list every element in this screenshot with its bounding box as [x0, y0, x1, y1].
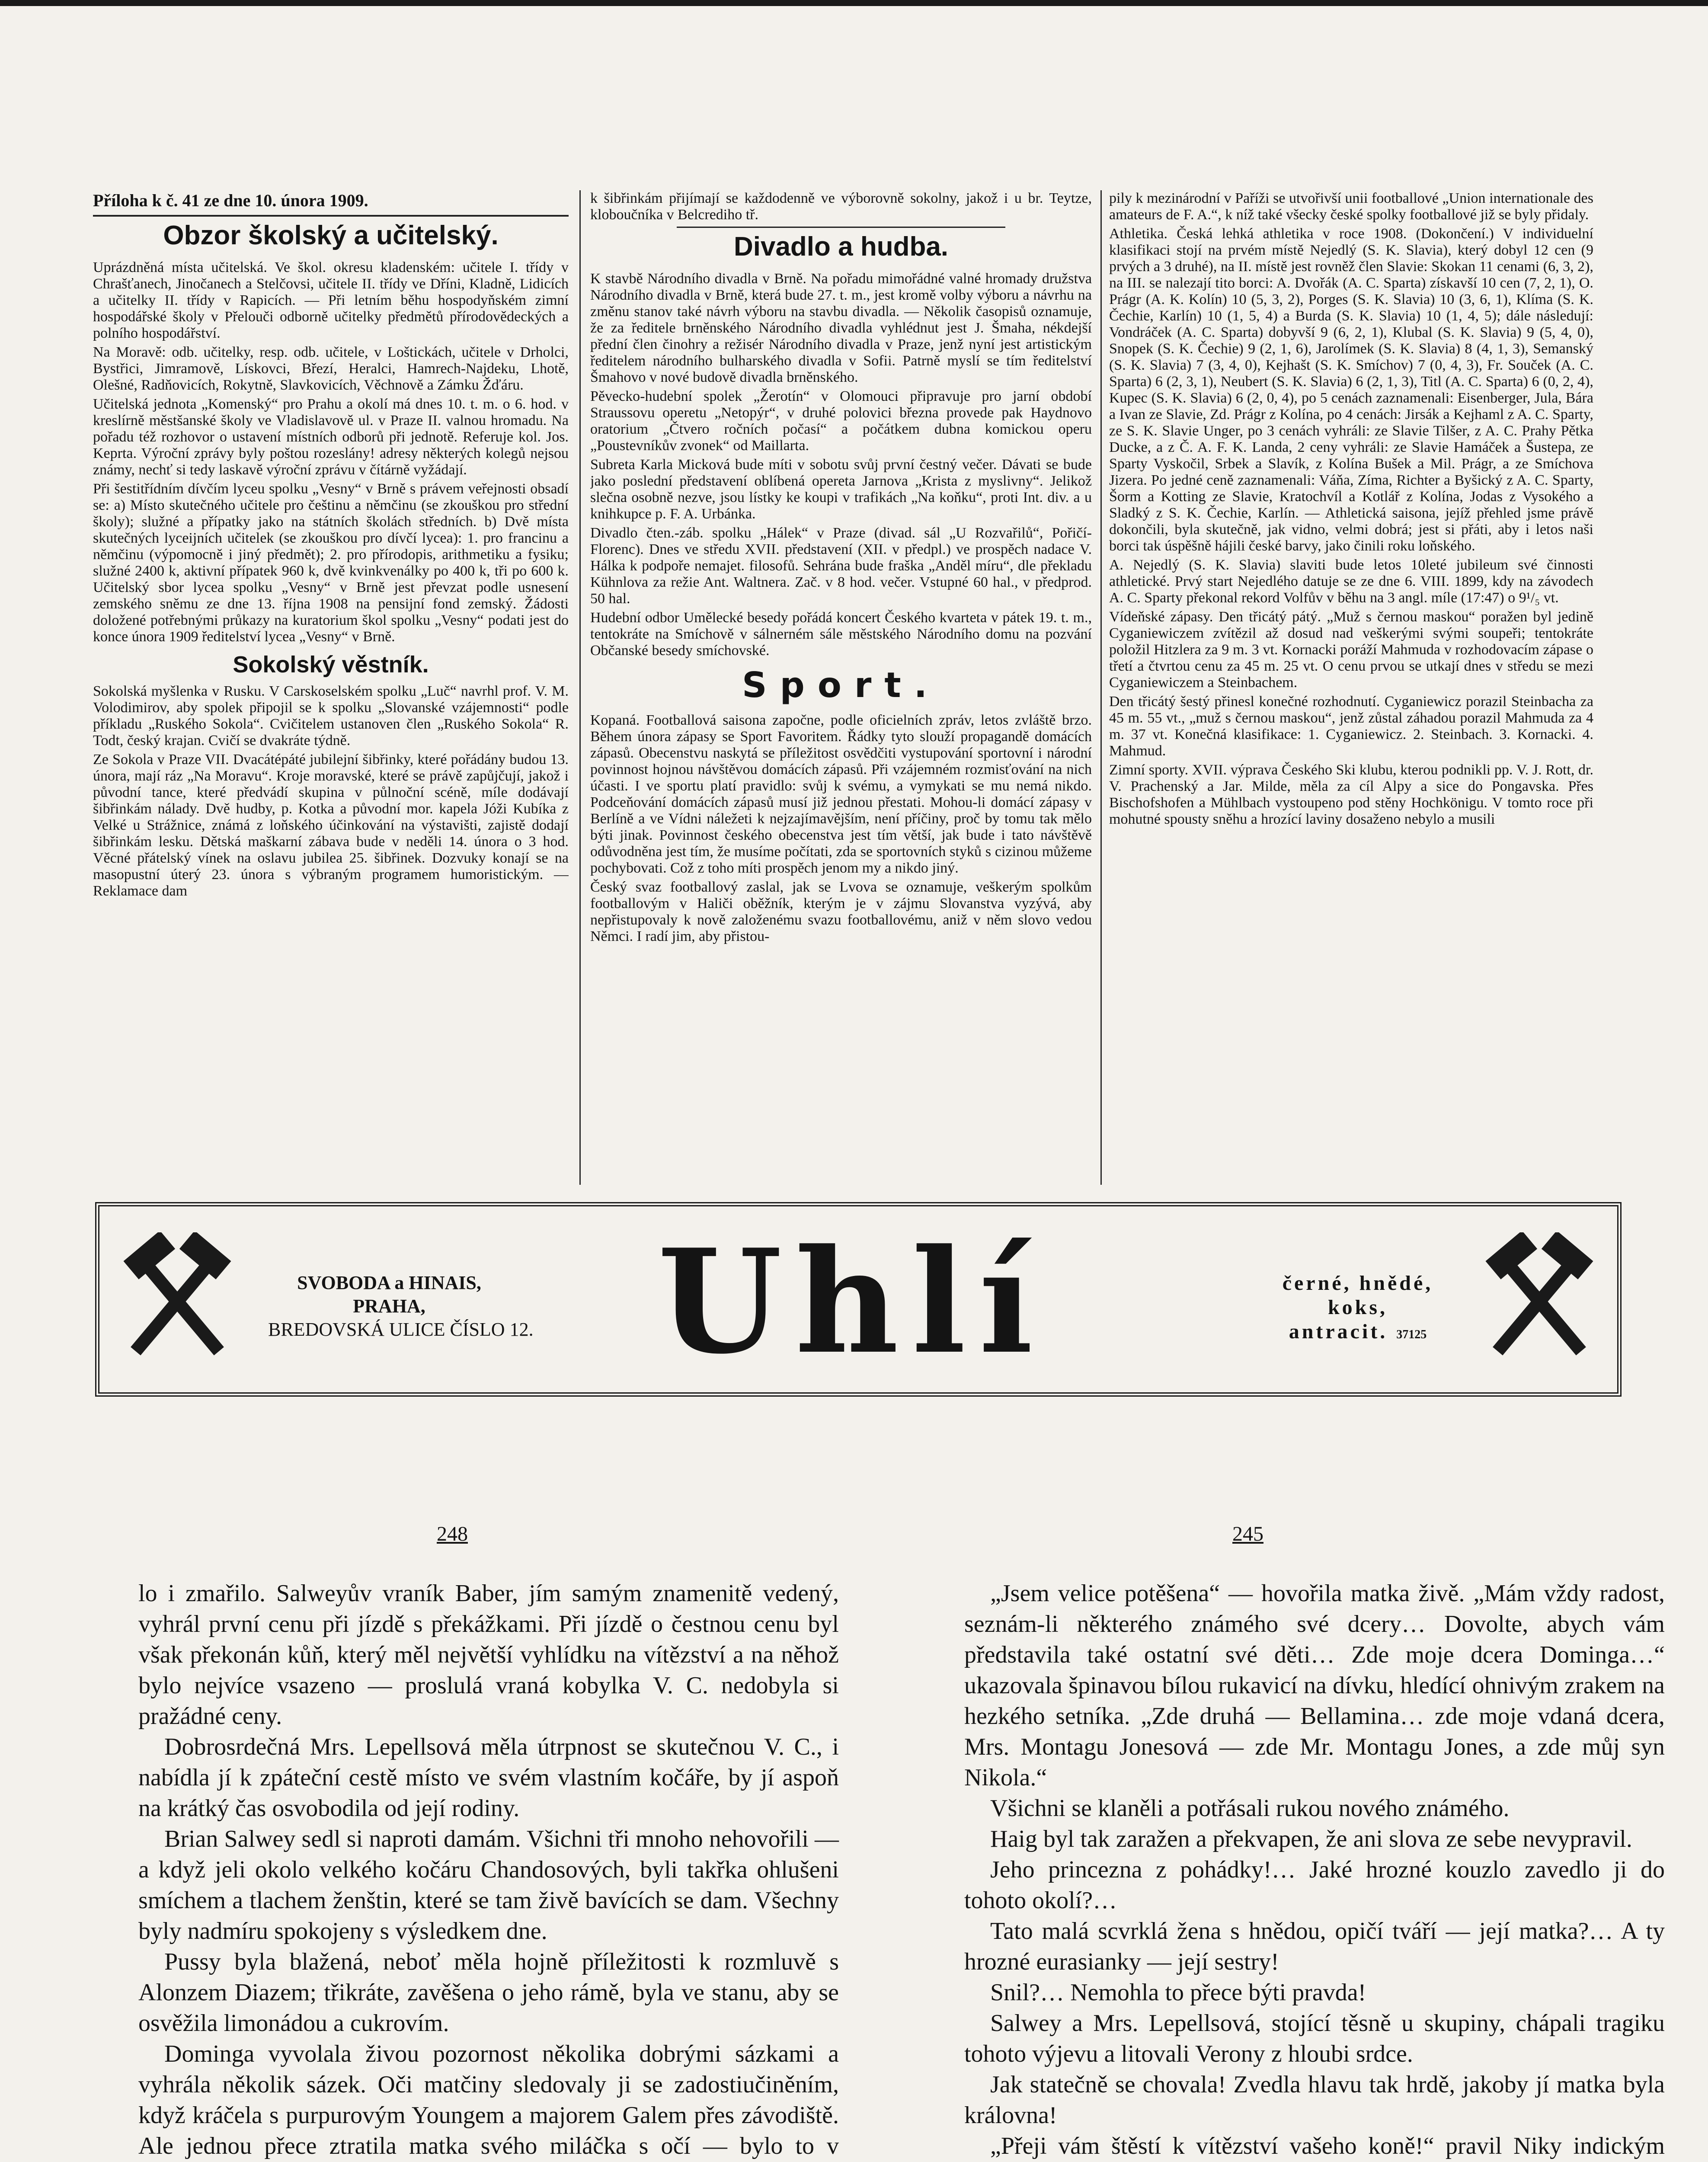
ad-code: 37125 — [1396, 1328, 1427, 1341]
page-number-right: 245 — [1232, 1522, 1263, 1545]
story-paragraph: Jak statečně se chovala! Zvedla hlavu tak hrdě, jakoby jí matka byla královna! — [964, 2071, 1665, 2129]
section-rule — [677, 227, 1005, 228]
ad-line-2: koks, — [1327, 1296, 1388, 1319]
article-paragraph: A. Nejedlý (S. K. Slavia) slaviti bude letos 10leté jubileum své činnosti athletické. Prvý start Nejedlého datuje se ze dne 6. VIII. 1899, kdy na závodech A. C. Sparty překonal rekord Volfův v běhu na 3 angl. míle (17:47) o 9¹/₅ vt. — [1109, 557, 1593, 606]
article-paragraph: Vídeňské zápasy. Den třicátý pátý. „Muž s černou maskou“ poražen byl jedině Cyganiewiczem zvítězil až dosud nad veškerými svými soupeři; tentokráte položil Hitzlera za 9 m. 3 vt. Kornacki poráží Mahmuda v rozhodovacím zápase o třetí a čtvrtou cenu za 45 m. 25 vt. O cenu prvou se utkají dnes v středu se mezi Cyganiewiczem a Steinbachem. — [1109, 609, 1593, 691]
story-paragraph: Salwey a Mrs. Lepellsová, stojící těsně u skupiny, chápali tragiku tohoto výjevu a litovali Verony z hloubi srdce. — [964, 2010, 1665, 2067]
article-paragraph: Athletika. Česká lehká athletika v roce 1908. (Dokončení.) V individuelní klasifikaci stojí na prvém místě Nejedlý (S. K. Slavia), který dobyl 12 cen (9 prvých a 3 druhé), na II. místě jest rovněž člen Slavie: Skokan 11 cenami (6, 3, 2), na III. se nalezají tito borci: A. Dvořák (A. C. Sparta) získavší 10 cen (7, 2, 1), O. Prágr (A. K. Kolín) 10 (5, 3, 2), Porges (S. K. Slavia) 10 (3, 6, 1), Klíma (S. K. Čechie, Karlín) 10 (1, 5, 4) a Burda (S. K. Slavia) 10 (1, 4, 5); dále následují: Vondráček (A. C. Sparta) dobyvší 9 (6, 2, 1), Klubal (S. K. Slavia) 9 (5, 4, 0), Snopek (S. K. Čechie) 9 (2, 1, 6), Jarolímek (S. K. Slavia) 8 (4, 1, 3), Semanský (S. K. Slavia) 7 (3, 4, 0), Kejhašt (S. K. Smíchov) 7 (0, 4, 3), Fr. Souček (A. C. Sparta) 6 (2, 3, 1), Neubert (S. K. Slavia) 6 (2, 1, 3), Titl (A. C. Sparta) 6 (0, 2, 4), Kupec (S. K. Slavia) 6 (2, 0, 4), po 5 cenách zaznamenali: Eisenberger, Jula, Bára a Ivan ze Slavie, Zd. Prágr z Kolína, po 4 cenách: Jirsák a Kejhaml z A. C. Sparty, ze S. K. Slavie Unger, po 3 cenách vyhráli: ze Slavie Tilšer, z A. C. Prahy Pětka Ducke, a z Č. A. F. K. Landa, 2 ceny vyhráli: ze Slavie Hamáček a Šusteра, ze Sparty Vyskočil, Srbek a Slavík, z Kolína Bušek a Mil. Prágr, a ze Smíchova Jizera. Po jedné ceně zaznamenali: Váňa, Zíma, Richter a Byšický z A. C. Sparty, Šorm a Kotting ze Slavie, Kratochvíl a Kotlář z Kolína, Jodas z Vysokého a Sladký z S. K. Čechie, Karlín. — Athletická saisona, jejíž přehled jsme právě dokončili, byla skutečně, jak vidno, velmi dobrá; jest si přáti, aby i letos naši borci tak úspěšně hájili české barvy, jako činili roku loňského. — [1109, 226, 1593, 554]
novel-page-right — [964, 1578, 1665, 2162]
ad-firm-name: SVOBODA a HINAIS, — [297, 1272, 481, 1293]
story-paragraph: Dominga vyvolala živou pozornost několika dobrými sázkami a vyhrála několik sázek. Oči matčiny sledovaly ji se zadostiučiněním, když kráčela s purpurovým Youngem a majorem Galem přes závodiště. Ale jednou přece ztratila matka svého miláčka s očí — bylo to v — [138, 2040, 839, 2159]
story-paragraph: „Jsem velice potěšena“ — hovořila matka živě. „Mám vždy radost, seznám-li některého známého své dcery… Dovolte, abych vám představila také ostatní své děti… Zde moje dcera Dominga…“ ukazovala špinavou bílou rukavicí na dívku, hledící ohnivým zrakem na hezkého setníka. „Zde druhá — Bellamina… zde moje vdaná dcera, Mrs. Montagu Jonesová — zde Mr. Montagu Jones, a zde můj syn Nikola.“ — [964, 1580, 1665, 1791]
article-paragraph: Při šestitřídním dívčím lyceu spolku „Vesny“ v Brně s právem veřejnosti obsadí se: a) Místo skutečného učitele pro češtinu a němčinu (se zkouškou pro střední školy); služné a přípatky jako na státních školách středních. b) Dvě místa skutečných lyceijních učitelek (se zkouškou pro dívčí lycea): 1. pro francinu a němčinu (výpomocně i jiný předmět); 2. pro přírodopis, arithmetiku a fysiku; služné 2400 k, aktivní přípatek 960 k, dvě kvinkvenálky po 400 k, tři po 600 k. Učitelský sbor lycea spolku „Vesny“ v Brně jest převzat podle usnesení zemského sněmu ze dne 13. října 1908 na pensijní fond zemský. Žádosti doložené potřebnými průkazy na kuratorium škol spolku „Vesny“ podati jest do konce února 1909 ředitelství lycea „Vesny“ v Brně. — [93, 481, 569, 645]
article-paragraph: Subreta Karla Micková bude míti v sobotu svůj první čestný večer. Dávati se bude jako poslední představení oblíbená opereta Jarnova „Krista z myslivny“. Jelikož slečna osobně nezve, jsou lístky ke koupi v trafikách „Na koňku“, proti Int. div. a u knihkupce p. F. A. Urbánka. — [590, 457, 1092, 522]
article-paragraph: Sokolská myšlenka v Rusku. V Carskoselském spolku „Luč“ navrhl prof. V. M. Volodimirov, aby spolek připojil se k spolku „Slovanské vzájemnosti“ podle příkladu „Ruského Sokola“. Cvičitelem ustanoven člen „Ruského Sokola“ R. Todt, český krajan. Cvičí se dvakráte týdně. — [93, 683, 569, 748]
article-paragraph: Divadlo čten.-záb. spolku „Hálek“ v Praze (divad. sál „U Rozvařilů“, Pořičí-Florenc). Dnes ve středu XVII. představení (XII. v předpl.) ve prospěch nadace V. Hálka k podpoře nemajet. filosofů. Sehrána bude fraška „Anděl míru“, dle překladu Kühnlova za režie Ant. Waltnera. Zač. v 8 hod. večer. Vstupné 60 hal., v předprod. 50 hal. — [590, 525, 1092, 607]
article-paragraph: Na Moravě: odb. učitelky, resp. odb. učitele, v Loštickách, učitele v Drholci, Bystřici, Jimramově, Lískovci, Březí, Heralci, Hamrech-Najdeku, Lhotě, Olešné, Radňovicích, Rokytně, Slavkovicích, Věchnově a Zámku Žďáru. — [93, 344, 569, 393]
column-athletics — [1109, 190, 1593, 1202]
column-rule — [579, 190, 581, 1185]
article-paragraph: Zimní sporty. XVII. výprava Českého Ski klubu, kterou podnikli pp. V. J. Rott, dr. V. Prachenský a Jar. Milde, měla za cíl Alpy a sice do Pongavska. Přes Bischofshofen a Mühlbach vystoupeno pod stěny Hochkönigu. V tomto roce při mohutné spousty sněhu a hrozící laviny dosaženo nebylo a musili — [1109, 762, 1593, 827]
ad-firm-block — [268, 1271, 534, 1341]
article-paragraph: Hudební odbor Umělecké besedy pořádá koncert Českého kvarteta v pátek 19. t. m., tentokráte na Smíchově v sálnerném sále městského Národního domu na pozvání Občanské besedy smíchovské. — [590, 610, 1092, 659]
article-paragraph: Pěvecko-hudební spolek „Žerotín“ v Olomouci připravuje pro jarní období Straussovu operetu „Netopýr“, v druhé polovici března provede pak Haydnovo oratorium „Čtvero ročních počasí“ a počátkem dubna komickou operu „Poustevníkův zvonek“ od Maillarta. — [590, 388, 1092, 454]
article-paragraph: Učitelská jednota „Komenský“ pro Prahu a okolí má dnes 10. t. m. o 6. hod. v kreslírně městšanské školy ve Vladislavově ul. v Praze II. valnou hromadu. Na pořadu též rozhovor o ustavení místních odborů při jednotě. Referuje kol. Jos. Keprta. Výroční zprávy byly poštou rozeslány! adresy některých kolegů nejsou známy, nechť si tedy laskavě výroční zprávu v čítárně vyžádají. — [93, 396, 569, 478]
story-paragraph: Snil?… Nemohla to přece býti pravda! — [990, 1979, 1366, 2006]
story-paragraph: „Přeji vám štěstí k vítězství vašeho koně!“ pravil Niky indickým — [990, 2133, 1665, 2159]
crossed-hammers-icon — [1479, 1232, 1600, 1362]
article-paragraph: k šibřinkám přijímají se každodenně ve výborovně sokolny, jakož i u br. Teytze, kloboučníka v Belcrediho tř. — [590, 190, 1092, 223]
article-paragraph: Kopaná. Footballová saisona započne, podle oficielních zpráv, letos zvláště brzo. Během února zápasy se Sport Favoritem. Řádky tyto slouží propagandě domácích zápasů. Obecenstvu naskytá se příležitost osvědčiti vystupování sportovní i národní povinnost hojnou návštěvou domácích zápasů. Při vzájemném rozmisťování na nich účasti. I ve sportu platí pravidlo: svůj k svému, a vymykati se mu nemá nikdo. Podceňování domácích zápasů musí již jednou přestati. Mohou-li domácí zápasy v Berlíně a ve Vídni náležeti k nejzajímavějším, není příčiny, proč by tomu tak mělo býti jinak. Povinnost českého obecenstva jest tím větší, jak bude i tato návštěvě odůvodněna jest tím, že musíme počítati, zda se sportovních styků s cizinou můžeme pochybovati. Což z toho míti prospěch jenom my a nikdo jiný. — [590, 712, 1092, 876]
column-rule — [1100, 190, 1102, 1185]
article-paragraph: Den třicátý šestý přinesl konečné rozhodnutí. Cyganiewicz porazil Steinbacha za 45 m. 55 vt., „muž s černou maskou“, jenž zůstal záhadou porazil Mahmuda za 4 m. 37 vt. Konečná klasifikace: 1. Cyganiewicz. 2. Steinbach. 3. Kornacki. 4. Mahmud. — [1109, 694, 1593, 759]
story-paragraph: Tato malá scvrklá žena s hnědou, opičí tváří — její matka?… A ty hrozné eurasianky — její sestry! — [964, 1918, 1665, 1975]
novel-page-left — [138, 1578, 839, 2162]
ad-headline: Uhlí — [657, 1218, 1046, 1385]
scan-edge — [0, 0, 1708, 6]
coal-advertisement — [95, 1202, 1622, 1397]
article-paragraph: pily k mezinárodní v Paříži se utvořivší unii footballové „Union internationale des amateurs de F. A.“, k níž také všecky české spolky footballové již se byly přidaly. — [1109, 190, 1593, 223]
story-paragraph: Jeho princezna z pohádky!… Jaké hrozné kouzlo zavedlo ji do tohoto okolí?… — [964, 1856, 1665, 1914]
story-paragraph: Haig byl tak zaražen a překvapen, že ani slova ze sebe nevypravil. — [990, 1826, 1632, 1852]
article-paragraph: Český svaz footballový zaslal, jak se Lvova se oznamuje, veškerým spolkům footballovým v Haliči oběžník, kterým je v zájmu Slovanstva vyzývá, aby nepřistupovaly k nově založenému svazu footballovému, aniž v něm slovo vedou Němci. I radí jim, aby přistou- — [590, 879, 1092, 944]
section-title-theatre: Divadlo a hudba. — [733, 232, 949, 262]
story-paragraph: Pussy byla blažená, neboť měla hojně příležitosti k rozmluvě s Alonzem Diazem; třikráte, zavěšena o jeho rámě, byla ve stanu, aby se osvěžila limonádou a cukrovím. — [138, 1948, 839, 2037]
story-paragraph: Dobrosrdečná Mrs. Lepellsová měla útrpnost se skutečnou V. C., i nabídla jí k zpáteční cestě místo ve svém vlastním kočáře, by jí aspoň na krátký čas osvobodila od její rodiny. — [138, 1733, 839, 1822]
column-school — [93, 190, 569, 1202]
ad-city: PRAHA, — [353, 1295, 425, 1317]
column-theatre-sport — [590, 190, 1092, 1202]
section-title-sokol: Sokolský věstník. — [233, 652, 429, 678]
ad-line-3: antracit. — [1289, 1320, 1388, 1343]
article-paragraph: K stavbě Národního divadla v Brně. Na pořadu mimořádné valné hromady družstva Národního divadla v Brně, která bude 27. t. m., jest kromě volby výboru a návrhu na změnu stanov také návrh výboru na stavbu divadla. — Několik časopisů oznamuje, že za ředitele brněnského Národního divadla vyhlédnut jest J. Šmaha, nékdejší přední člen činohry a režisér Národního divadla v Praze, jenž nyní jest artistickým ředitelem národního bulharského divadla v Sofii. Patrně myslí se tím ředitelství Šmahovo v nové budově divadla brněnského. — [590, 271, 1092, 385]
ad-street: BREDOVSKÁ ULICE ČÍSLO 12. — [268, 1319, 534, 1340]
ad-line-1: černé, hnědé, — [1282, 1272, 1433, 1295]
section-title-school: Obzor školský a učitelský. — [163, 221, 499, 250]
story-paragraph: lo i zmařilo. Salweyův vraník Baber, jím samým znamenitě vedený, vyhrál první cenu při jízdě s překážkami. Při jízdě o čestnou cenu byl však překonán kůň, který měl největší vyhlídku na vítězství a na něhož bylo nejvíce vsazeno — proslulá vraná kobylka V. C. nedobyla si pražádné ceny. — [138, 1580, 839, 1730]
page-number-left: 248 — [437, 1522, 468, 1545]
issue-line: Příloha k č. 41 ze dne 10. února 1909. — [93, 191, 368, 210]
story-paragraph: Brian Salwey sedl si naproti damám. Všichni tři mnoho nehovořili — a když jeli okolo velkého kočáru Chandosových, byli takřka ohlušeni smíchem a tlachem ženštin, které se tam živě bavících se dam. Všechny byly nadmíru spokojeny s výsledkem dne. — [138, 1826, 839, 1945]
section-title-sport: Sport. — [742, 665, 940, 705]
story-paragraph: Všichni se klaněli a potřásali rukou nového známého. — [990, 1795, 1510, 1822]
header-rule — [93, 215, 569, 217]
article-paragraph: Ze Sokola v Praze VII. Dvacátépáté jubilejní šibřinky, které pořádány budou 13. února, mají ráz „Na Moravu“. Kroje moravské, které se právě zapůjčují, jakož i původní tance, které předvádí skupina v půlnoční scéně, míle dodávají šibřinkám nálady. Dvě hudby, p. Kotka a původní mor. kapela Jóži Kubíka z Velké u Strážnice, známá z loňského účinkování na výstavišti, zajistě dodají šibřinkám lesku. Dětská maškarní zábava bude v neděli 14. února o 3 hod. Věcné přátelský vínek na oslavu jubilea 25. šibřinek. Dozvuky konají se na masopustní úterý 23. února s výbraným programem humoristickým. — Reklamace dam — [93, 752, 569, 899]
crossed-hammers-icon — [117, 1232, 238, 1362]
article-paragraph: Uprázdněná místa učitelská. Ve škol. okresu kladenském: učitele I. třídy v Chrašťanech, Jinočanech a Stelčovsi, učitele II. třídy ve Dříni, Kladně, Lidicích a učitelky II. třídy v Rapicích. — Při letním běhu hospodyňském zimní hospodářské školy v Přelouči odborně učitelky předmětů přírodovědeckých a polního hospodářství. — [93, 259, 569, 341]
